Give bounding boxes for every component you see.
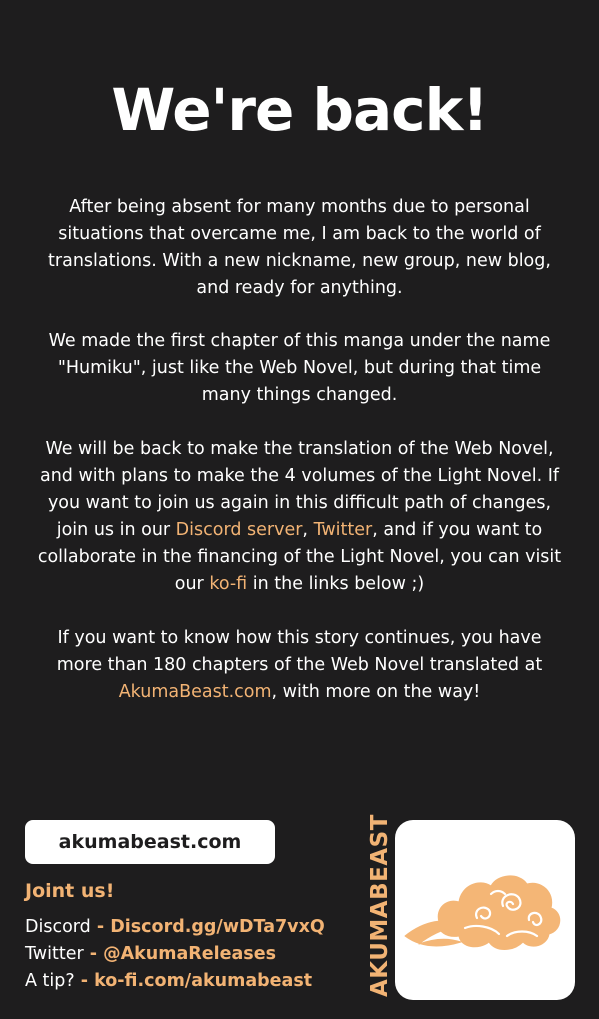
akumabeast-site-link[interactable]: AkumaBeast.com	[118, 682, 272, 702]
logo-card	[395, 820, 575, 1000]
kofi-label: A tip?	[25, 971, 75, 991]
continue-text-1: If you want to know how this story continues, you have more than 180 chapters of the Web Novel translated at	[56, 628, 543, 675]
discord-server-link[interactable]: Discord server	[175, 520, 303, 540]
continue-text-2: , with more on the way!	[271, 682, 481, 702]
discord-row[interactable]	[25, 914, 325, 941]
paragraph-intro: After being absent for many months due to personal situations that overcame me, I am back to the world of translations. With a new nickname, new group, new blog, and ready for anything.	[48, 197, 551, 298]
cloud-icon	[395, 820, 575, 1000]
plans-text-1: We will be back to make the translation of the Web Novel, and with plans to make the 4 volumes of the Light Novel. If you want to join us again in this difficult path of changes, join us in our	[39, 439, 560, 540]
paragraph-continue	[36, 625, 563, 706]
kofi-row[interactable]	[25, 968, 312, 995]
twitter-link[interactable]: Twitter	[313, 520, 373, 540]
plans-text-2: ,	[302, 520, 314, 540]
twitter-row[interactable]	[25, 941, 276, 968]
paragraph-history: We made the first chapter of this manga under the name "Humiku", just like the Web Novel, but during that time many things changed.	[48, 331, 551, 405]
brand-wordmark: AKUMABEAST	[367, 814, 393, 997]
plans-text-4: in the links below ;)	[247, 574, 425, 594]
plans-text-3: , and if you want to collaborate in the financing of the Light Novel, you can visit our	[37, 520, 562, 594]
discord-value[interactable]: - Discord.gg/wDTa7vxQ	[90, 917, 325, 937]
discord-label: Discord	[25, 917, 91, 937]
kofi-link[interactable]: ko-fi	[209, 574, 248, 594]
kofi-value[interactable]: - ko-fi.com/akumabeast	[74, 971, 313, 991]
paragraph-plans	[36, 436, 563, 598]
site-badge[interactable]: akumabeast.com	[25, 820, 275, 864]
join-label: Joint us!	[25, 880, 115, 902]
twitter-label: Twitter	[25, 944, 84, 964]
twitter-value[interactable]: - @AkumaReleases	[83, 944, 277, 964]
headline: We're back!	[111, 76, 488, 144]
